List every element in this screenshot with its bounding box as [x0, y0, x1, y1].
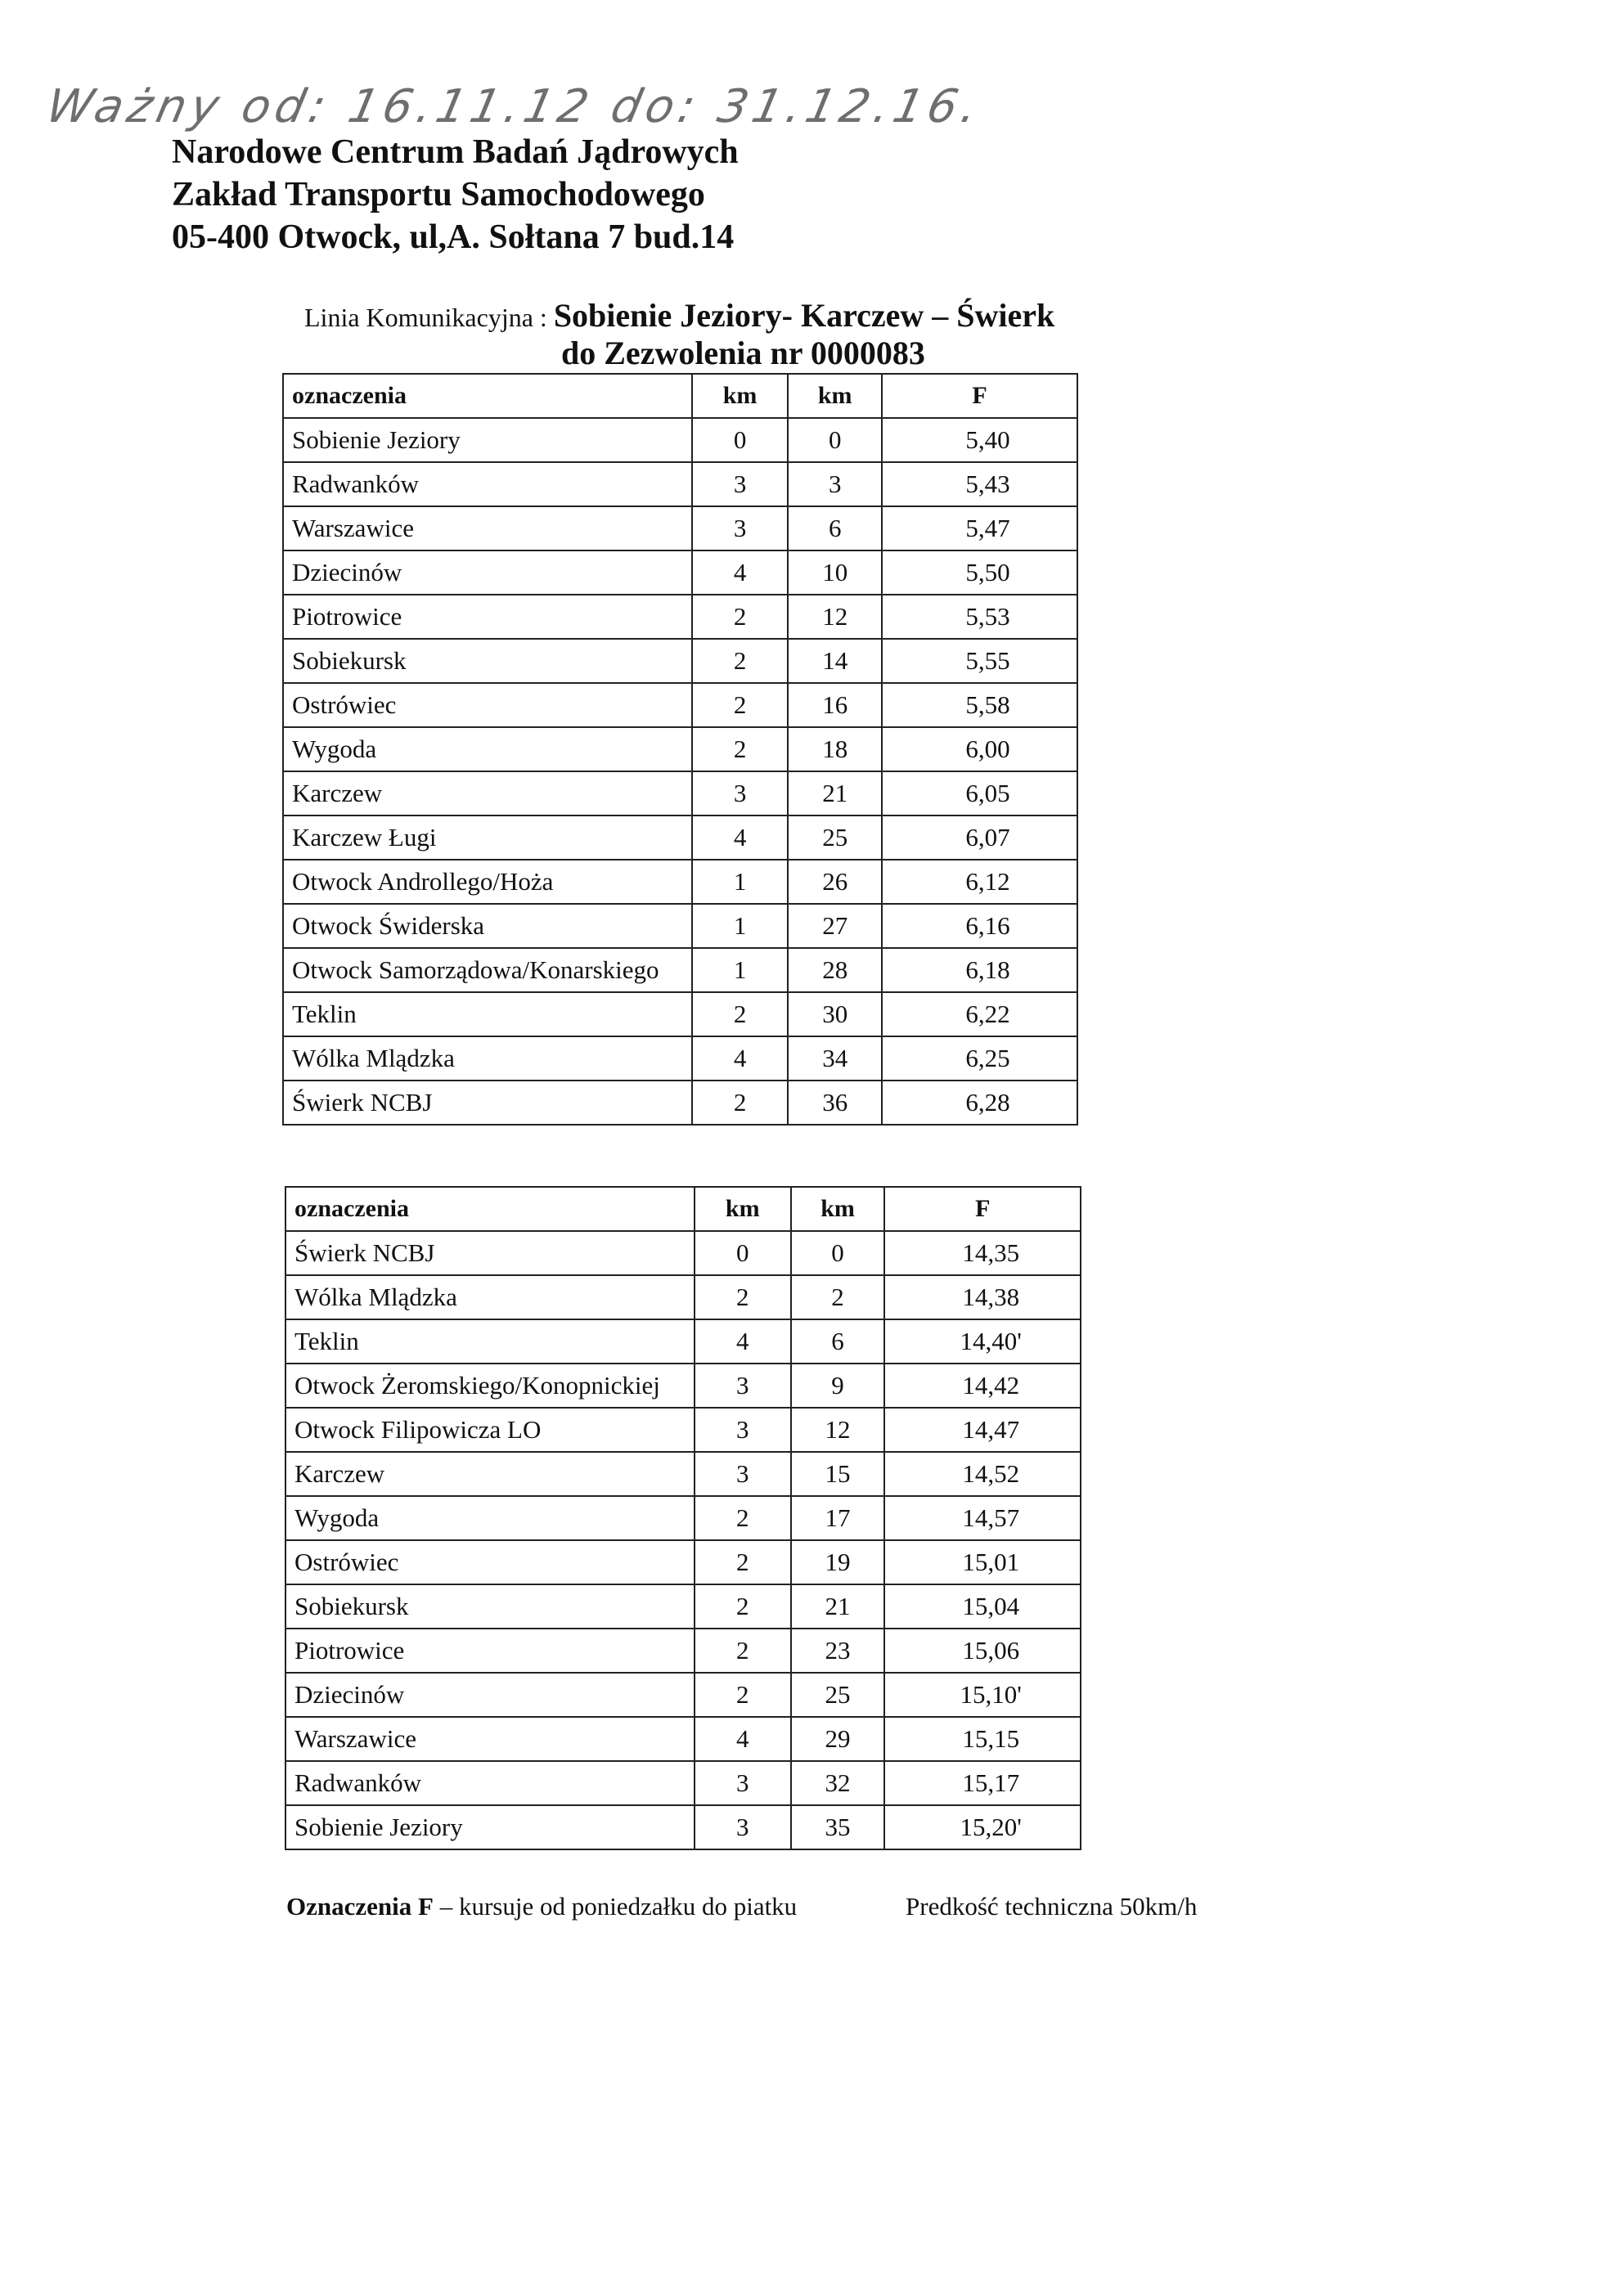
km-total: 17 [791, 1496, 885, 1540]
km-segment: 2 [692, 683, 789, 727]
departure-time: 6,25 [882, 1036, 1077, 1081]
departure-time: 5,50 [882, 550, 1077, 595]
stop-name: Dziecinów [285, 1673, 695, 1717]
km-segment: 1 [692, 948, 789, 992]
stop-name: Otwock Androllego/Hoża [283, 860, 692, 904]
header-km-segment: km [692, 374, 789, 418]
km-segment: 3 [695, 1761, 791, 1805]
header-km-total: km [791, 1187, 885, 1231]
km-segment: 3 [695, 1805, 791, 1849]
km-segment: 3 [692, 462, 789, 506]
km-segment: 2 [692, 595, 789, 639]
stop-name: Teklin [283, 992, 692, 1036]
table-header-row [283, 374, 1077, 418]
km-segment: 2 [692, 727, 789, 771]
table-row [285, 1673, 1081, 1717]
departure-time: 5,40 [882, 418, 1077, 462]
table-row [285, 1761, 1081, 1805]
departure-time: 6,07 [882, 816, 1077, 860]
km-segment: 2 [695, 1584, 791, 1629]
header-stop: oznaczenia [285, 1187, 695, 1231]
table-row [283, 595, 1077, 639]
departure-time: 6,18 [882, 948, 1077, 992]
stop-name: Sobiekursk [285, 1584, 695, 1629]
table-row [285, 1275, 1081, 1319]
stop-name: Wygoda [285, 1496, 695, 1540]
departure-time: 14,40' [884, 1319, 1081, 1364]
km-total: 14 [788, 639, 882, 683]
departure-time: 15,01 [884, 1540, 1081, 1584]
departure-time: 6,12 [882, 860, 1077, 904]
route-name: Sobienie Jeziory- Karczew – Świerk [553, 297, 1055, 334]
departure-time: 6,28 [882, 1081, 1077, 1125]
departure-time: 5,53 [882, 595, 1077, 639]
table-row [285, 1717, 1081, 1761]
km-segment: 2 [692, 992, 789, 1036]
stop-name: Piotrowice [283, 595, 692, 639]
departure-time: 14,38 [884, 1275, 1081, 1319]
km-segment: 0 [692, 418, 789, 462]
departure-time: 15,04 [884, 1584, 1081, 1629]
km-segment: 2 [695, 1496, 791, 1540]
km-segment: 2 [695, 1540, 791, 1584]
table-row [285, 1452, 1081, 1496]
table-row [283, 860, 1077, 904]
stop-name: Radwanków [283, 462, 692, 506]
technical-speed-note: Predkość techniczna 50km/h [906, 1892, 1198, 1921]
legend-label: Oznaczenia F [286, 1892, 434, 1921]
table-row [283, 948, 1077, 992]
stop-name: Wólka Mlądzka [283, 1036, 692, 1081]
km-segment: 3 [692, 506, 789, 550]
stop-name: Świerk NCBJ [285, 1231, 695, 1275]
table-row [283, 462, 1077, 506]
km-total: 12 [791, 1408, 885, 1452]
stop-name: Radwanków [285, 1761, 695, 1805]
km-total: 34 [788, 1036, 882, 1081]
stop-name: Karczew [285, 1452, 695, 1496]
header-address: 05-400 Otwock, ul,A. Sołtana 7 bud.14 [172, 218, 735, 256]
table-row [283, 1036, 1077, 1081]
header-departure-f: F [884, 1187, 1081, 1231]
timetable-outbound [282, 373, 1078, 1126]
departure-time: 14,35 [884, 1231, 1081, 1275]
stop-name: Otwock Żeromskiego/Konopnickiej [285, 1364, 695, 1408]
table-row [283, 418, 1077, 462]
table-row [283, 771, 1077, 816]
km-total: 25 [791, 1673, 885, 1717]
km-total: 27 [788, 904, 882, 948]
stop-name: Dziecinów [283, 550, 692, 595]
km-total: 35 [791, 1805, 885, 1849]
table-row [283, 550, 1077, 595]
departure-time: 15,10' [884, 1673, 1081, 1717]
stop-name: Wygoda [283, 727, 692, 771]
stop-name: Otwock Samorządowa/Konarskiego [283, 948, 692, 992]
km-total: 36 [788, 1081, 882, 1125]
departure-time: 5,47 [882, 506, 1077, 550]
stop-name: Warszawice [285, 1717, 695, 1761]
km-total: 3 [788, 462, 882, 506]
table-row [285, 1805, 1081, 1849]
table-row [283, 639, 1077, 683]
table-row [283, 904, 1077, 948]
header-departure-f: F [882, 374, 1077, 418]
stop-name: Piotrowice [285, 1629, 695, 1673]
km-segment: 4 [692, 550, 789, 595]
header-stop: oznaczenia [283, 374, 692, 418]
km-total: 28 [788, 948, 882, 992]
stop-name: Sobienie Jeziory [283, 418, 692, 462]
table-row [283, 816, 1077, 860]
km-segment: 4 [695, 1319, 791, 1364]
km-segment: 4 [692, 816, 789, 860]
km-segment: 3 [695, 1364, 791, 1408]
km-total: 2 [791, 1275, 885, 1319]
km-total: 15 [791, 1452, 885, 1496]
stop-name: Karczew Ługi [283, 816, 692, 860]
km-segment: 2 [695, 1629, 791, 1673]
table-row [285, 1629, 1081, 1673]
header-km-total: km [788, 374, 882, 418]
km-total: 30 [788, 992, 882, 1036]
departure-time: 15,15 [884, 1717, 1081, 1761]
table-row [285, 1540, 1081, 1584]
stop-name: Otwock Filipowicza LO [285, 1408, 695, 1452]
km-total: 26 [788, 860, 882, 904]
km-total: 32 [791, 1761, 885, 1805]
km-total: 10 [788, 550, 882, 595]
stop-name: Wólka Mlądzka [285, 1275, 695, 1319]
table-row [283, 1081, 1077, 1125]
table-row [285, 1584, 1081, 1629]
header-institution: Narodowe Centrum Badań Jądrowych [172, 133, 739, 171]
stop-name: Ostrówiec [283, 683, 692, 727]
km-segment: 4 [692, 1036, 789, 1081]
header-department: Zakład Transportu Samochodowego [172, 176, 705, 213]
table-row [283, 992, 1077, 1036]
table-row [283, 506, 1077, 550]
table-header-row [285, 1187, 1081, 1231]
km-total: 23 [791, 1629, 885, 1673]
stop-name: Karczew [283, 771, 692, 816]
legend-text: – kursuje od poniedzałku do piatku [433, 1892, 798, 1921]
km-segment: 4 [695, 1717, 791, 1761]
table-row [285, 1231, 1081, 1275]
stop-name: Sobiekursk [283, 639, 692, 683]
departure-time: 14,57 [884, 1496, 1081, 1540]
km-segment: 3 [692, 771, 789, 816]
table-row [283, 727, 1077, 771]
stop-name: Sobienie Jeziory [285, 1805, 695, 1849]
km-total: 19 [791, 1540, 885, 1584]
document-header [172, 131, 739, 258]
departure-time: 5,58 [882, 683, 1077, 727]
departure-time: 6,16 [882, 904, 1077, 948]
table-row [285, 1408, 1081, 1452]
km-total: 21 [788, 771, 882, 816]
departure-time: 5,55 [882, 639, 1077, 683]
departure-time: 15,17 [884, 1761, 1081, 1805]
departure-time: 6,22 [882, 992, 1077, 1036]
permit-number: do Zezwolenia nr 0000083 [561, 335, 925, 371]
table-row [285, 1496, 1081, 1540]
km-segment: 3 [695, 1408, 791, 1452]
km-segment: 0 [695, 1231, 791, 1275]
timetable-return [285, 1186, 1081, 1850]
stop-name: Otwock Świderska [283, 904, 692, 948]
km-total: 25 [788, 816, 882, 860]
km-total: 6 [788, 506, 882, 550]
km-segment: 1 [692, 860, 789, 904]
table-row [285, 1364, 1081, 1408]
table-row [283, 683, 1077, 727]
stop-name: Ostrówiec [285, 1540, 695, 1584]
km-total: 6 [791, 1319, 885, 1364]
km-segment: 2 [695, 1673, 791, 1717]
km-total: 16 [788, 683, 882, 727]
km-total: 0 [788, 418, 882, 462]
km-segment: 2 [692, 639, 789, 683]
km-total: 12 [788, 595, 882, 639]
departure-time: 14,52 [884, 1452, 1081, 1496]
km-total: 9 [791, 1364, 885, 1408]
km-segment: 3 [695, 1452, 791, 1496]
departure-time: 6,05 [882, 771, 1077, 816]
km-total: 18 [788, 727, 882, 771]
km-total: 21 [791, 1584, 885, 1629]
departure-time: 6,00 [882, 727, 1077, 771]
km-total: 29 [791, 1717, 885, 1761]
stop-name: Warszawice [283, 506, 692, 550]
km-total: 0 [791, 1231, 885, 1275]
km-segment: 2 [692, 1081, 789, 1125]
km-segment: 2 [695, 1275, 791, 1319]
km-segment: 1 [692, 904, 789, 948]
header-km-segment: km [695, 1187, 791, 1231]
legend-note [286, 1892, 797, 1921]
departure-time: 5,43 [882, 462, 1077, 506]
departure-time: 15,20' [884, 1805, 1081, 1849]
departure-time: 14,42 [884, 1364, 1081, 1408]
departure-time: 15,06 [884, 1629, 1081, 1673]
stop-name: Świerk NCBJ [283, 1081, 692, 1125]
route-title [304, 296, 1054, 335]
route-prefix: Linia Komunikacyjna : [304, 303, 554, 332]
table-row [285, 1319, 1081, 1364]
handwritten-note-text: Ważny od: 16.11.12 do: 31.12.16. [42, 80, 987, 133]
departure-time: 14,47 [884, 1408, 1081, 1452]
stop-name: Teklin [285, 1319, 695, 1364]
